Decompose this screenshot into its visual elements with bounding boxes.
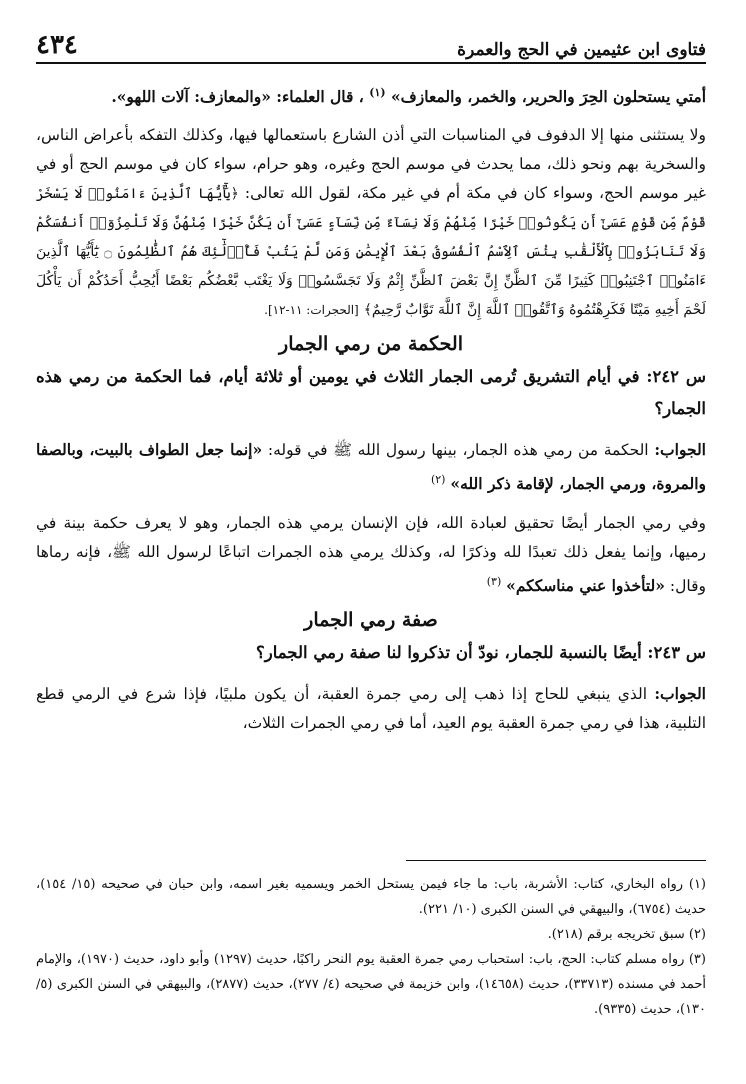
running-title: فتاوى ابن عثيمين في الحج والعمرة <box>457 40 706 60</box>
answer-243-text: الذي ينبغي للحاج إذا ذهب إلى رمي جمرة العقبة، أن يكون ملبيًا، فإذا شرع في الرمي قطع التلبية، هذا في رمي جمرة العقبة يوم العيد، أما في رمي الجمرات الثلاث، <box>36 685 706 733</box>
footnote-ref-2: (٢) <box>430 473 446 487</box>
footnote-divider <box>406 860 706 861</box>
answer-label: الجواب: <box>654 440 706 460</box>
page-header <box>36 24 706 64</box>
exception-text: ولا يستثنى منها إلا الدفوف في المناسبات التي أذن الشارع باستعمالها فيها، وكذلك التفكه بأعراض الناس، والسخرية بهم ونحو ذلك، مما يحدث في موسم الحج وغيره، وهو حرام، سواء كان في موسم الحج أو في غير موسم الحج، وسواء كان في مكة أم في غير مكة، لقول الله تعالى: <box>36 126 706 203</box>
verse-reference: [الحجرات: ١١-١٢]. <box>264 303 359 318</box>
footnote-2: (٢) سبق تخريجه برقم (٢١٨). <box>547 927 706 942</box>
answer-label: الجواب: <box>654 684 706 704</box>
section-heading-method: صفة رمي الجمار <box>304 609 438 632</box>
exception-paragraph <box>36 121 706 325</box>
answer-242 <box>36 435 706 499</box>
ritual-quote: «لتأخذوا عني مناسككم» <box>506 576 665 596</box>
answer-243 <box>36 679 706 738</box>
answer-242-quote: «إنما جعل الطواف بالبيت، وبالصفا والمروة، ورمي الجمار، لإقامة ذكر الله» <box>36 440 706 494</box>
ritual-paragraph <box>36 509 706 601</box>
footnote-ref-3: (٣) <box>486 575 502 589</box>
intro-paragraph <box>36 78 706 111</box>
question-242: س ٢٤٢: في أيام التشريق تُرمى الجمار الثلاث في يومين أو ثلاثة أيام، فما الحكمة من رمي هذه الجمار؟ <box>36 367 706 419</box>
intro-hadith: أمتي يستحلون الحِرَ والحرير، والخمر، والمعازف» <box>390 87 706 107</box>
footnote-3: (٣) رواه مسلم كتاب: الحج، باب: استحباب رمي جمرة العقبة يوم النحر راكبًا، حديث (١٢٩٧) وأبو داود، حديث (١٩٧٠)، والإمام أحمد في مسنده (٣٣٧١٣)، حديث (١٤٦٥٨)، وابن خزيمة في صحيحه (٤/ ٢٧٧)، حديث (٢٨٧٧)، والبيهقي في السنن الكبرى (٥/ ١٣٠)، حديث (٩٣٣٥). <box>36 952 707 1017</box>
page-number: ٤٣٤ <box>36 30 78 60</box>
footnotes <box>36 872 706 1022</box>
ritual-text: وفي رمي الجمار أيضًا تحقيق لعبادة الله، فإن الإنسان يرمي هذه الجمار، وهو لا يعرف حكمة بينة في رميها، وإنما يفعل ذلك تعبدًا لله وذكرًا له، وكذلك يرمي هذه الجمرات اتباعًا لرسول الله ﷺ، فإنه رماها وقال: <box>36 514 706 596</box>
intro-rest: ، قال العلماء: «والمعازف: آلات اللهو». <box>111 87 364 107</box>
footnote-1: (١) رواه البخاري، كتاب: الأشربة، باب: ما جاء فيمن يستحل الخمر ويسميه بغير اسمه، وابن حبان في صحيحه (١٥/ ١٥٤)، حديث (٦٧٥٤)، والبيهقي في السنن الكبرى (١٠/ ٢٢١). <box>36 877 706 917</box>
question-243: س ٢٤٣: أيضًا بالنسبة للجمار، نودّ أن تذكروا لنا صفة رمي الجمار؟ <box>256 643 706 663</box>
answer-242-text: الحكمة من رمي هذه الجمار، بينها رسول الله ﷺ في قوله: <box>267 441 649 460</box>
quran-verse: ﴿يَٰٓأَيُّهَا ٱلَّذِينَ ءَامَنُوا۟ لَا يَسْخَرْ قَوْمٌ مِّن قَوْمٍ عَسَىٰٓ أَن يَكُونُوا۟ خَيْرًا مِّنْهُمْ وَلَا نِسَآءٌ مِّن نِّسَآءٍ عَسَىٰٓ أَن يَكُنَّ خَيْرًا مِّنْهُنَّ وَلَا تَلْمِزُوٓا۟ أَنفُسَكُمْ وَلَا تَنَابَزُوا۟ بِٱلْأَلْقَٰبِ بِئْسَ ٱلِٱسْمُ ٱلْفُسُوقُ بَعْدَ ٱلْإِيمَٰنِ وَمَن لَّمْ يَتُبْ فَأُو۟لَٰٓئِكَ هُمُ ٱلظَّٰلِمُونَ ۝ يَٰٓأَيُّهَا ٱلَّذِينَ ءَامَنُوا۟ ٱجْتَنِبُوا۟ كَثِيرًا مِّنَ ٱلظَّنِّ إِنَّ بَعْضَ ٱلظَّنِّ إِثْمٌ وَلَا تَجَسَّسُوا۟ وَلَا يَغْتَب بَّعْضُكُم بَعْضًا أَيُحِبُّ أَحَدُكُمْ أَن يَأْكُلَ لَحْمَ أَخِيهِ مَيْتًا فَكَرِهْتُمُوهُ وَٱتَّقُوا۟ ٱللَّهَ إِنَّ ٱللَّهَ تَوَّابٌ رَّحِيمٌ﴾ <box>36 186 706 319</box>
footnote-ref-1: (١) <box>369 86 386 99</box>
book-page <box>36 24 706 1064</box>
section-heading-wisdom: الحكمة من رمي الجمار <box>279 333 463 356</box>
